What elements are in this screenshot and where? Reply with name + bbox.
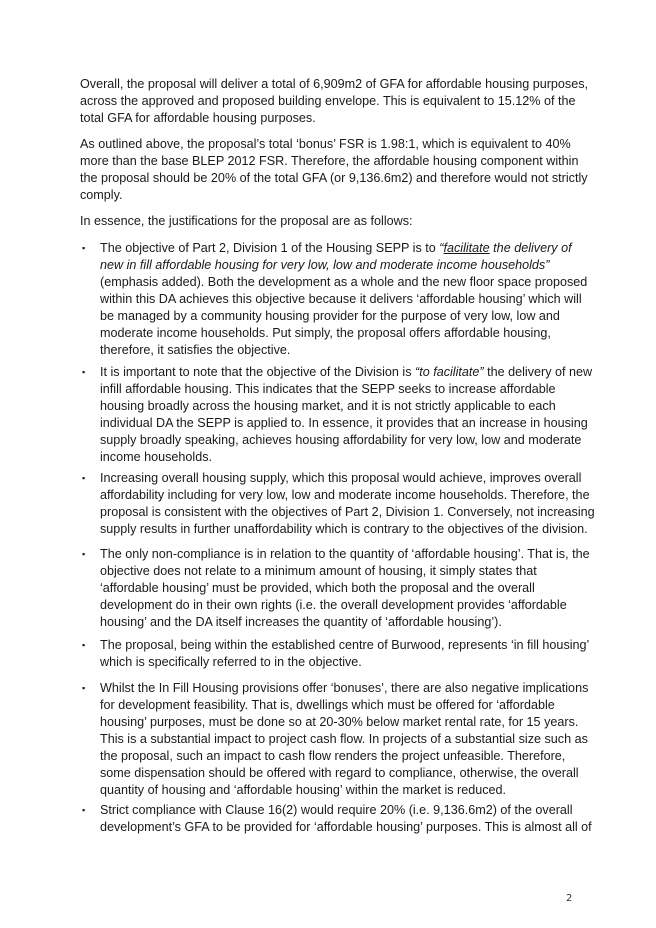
text-line: housing broadly across the housing market, and it is not strictly applicable to each bbox=[100, 399, 556, 413]
bullet-text bbox=[100, 364, 593, 466]
text-line bbox=[100, 240, 580, 257]
text-line: income households. bbox=[100, 450, 213, 464]
paragraph-justifications-intro bbox=[80, 213, 580, 230]
text-line: housing’ purposes, must be done so at 20-30% below market rental rate, for 15 years. bbox=[100, 715, 579, 729]
text-line: The proposal, being within the established centre of Burwood, represents ‘in fill housing’ bbox=[100, 638, 590, 652]
text-line: development do in their own rights (i.e. the overall development provides ‘affordable bbox=[100, 598, 567, 612]
bullet-marker-icon: ▪ bbox=[82, 549, 86, 559]
text-line: Whilst the In Fill Housing provisions offer ‘bonuses’, there are also negative implications bbox=[100, 681, 589, 695]
text-line: development’s GFA to be provided for ‘affordable housing’ purposes. This is almost all of bbox=[100, 820, 592, 834]
text-line: more than the base BLEP 2012 FSR. Therefore, the affordable housing component within bbox=[80, 154, 579, 168]
text-line: within this DA achieves this objective because it delivers ‘affordable housing’ which will bbox=[100, 292, 582, 306]
paragraph-gfa-summary bbox=[80, 76, 589, 127]
text-line: housing’ and the DA itself increases the quantity of ‘affordable housing’). bbox=[100, 615, 502, 629]
text-line: be managed by a community housing provider for the purpose of very low, low and bbox=[100, 309, 560, 323]
text-line: proposal is consistent with the objectives of Part 2, Division 1. Conversely, not increasing bbox=[100, 505, 595, 519]
bullet-text bbox=[100, 240, 588, 359]
bullet-text bbox=[100, 546, 590, 631]
text-line: In essence, the justifications for the proposal are as follows: bbox=[80, 214, 413, 228]
bullet-text bbox=[100, 680, 589, 799]
text-line: ‘affordable housing’ must be provided, which both the proposal and the overall bbox=[100, 581, 535, 595]
bullet-marker-icon: ▪ bbox=[82, 640, 86, 650]
text-line: The only non-compliance is in relation to the quantity of ‘affordable housing’. That is, the bbox=[100, 547, 590, 561]
text-line: across the approved and proposed building envelope. This is equivalent to 15.12% of the bbox=[80, 94, 576, 108]
page-number: 2 bbox=[566, 893, 573, 904]
quote-mark: “ bbox=[439, 241, 444, 255]
text-line: infill affordable housing. This indicates that the SEPP seeks to increase affordable bbox=[100, 382, 556, 396]
text-line: As outlined above, the proposal’s total ‘bonus’ FSR is 1.98:1, which is equivalent to 40% bbox=[80, 137, 571, 151]
text-run: The objective of Part 2, Division 1 of the Housing SEPP is to bbox=[100, 241, 440, 255]
text-line: the proposal should be 20% of the total GFA (or 9,136.6m2) and therefore would not strictly bbox=[80, 171, 588, 185]
text-line: This is a substantial impact to project cash flow. In projects of a substantial size such as bbox=[100, 732, 588, 746]
text-line: comply. bbox=[80, 188, 123, 202]
text-line bbox=[100, 364, 593, 381]
text-line: which is specifically referred to in the objective. bbox=[100, 655, 362, 669]
text-run: the delivery of new bbox=[483, 365, 593, 379]
text-line: supply broadly speaking, achieves housing affordability for very low, low and moderate bbox=[100, 433, 582, 447]
text-line: Increasing overall housing supply, which this proposal would achieve, improves overall bbox=[100, 471, 582, 485]
bullet-text bbox=[100, 802, 592, 836]
text-line: total GFA for affordable housing purposes. bbox=[80, 111, 316, 125]
text-line: supply results in further unaffordability which is contrary to the objectives of the division. bbox=[100, 522, 588, 536]
italic-run: the delivery of bbox=[489, 241, 572, 255]
text-line: objective does not relate to a minimum amount of housing, it simply states that bbox=[100, 564, 537, 578]
bullet-marker-icon: ▪ bbox=[82, 805, 86, 815]
text-line: affordability including for very low, low and moderate income households. Therefore, the bbox=[100, 488, 590, 502]
bullet-text bbox=[100, 470, 595, 538]
text-line: for development feasibility. That is, dwellings which must be offered for ‘affordable bbox=[100, 698, 555, 712]
text-line: quantity of housing and ‘affordable housing’ within the market is reduced. bbox=[100, 783, 507, 797]
text-line: Strict compliance with Clause 16(2) would require 20% (i.e. 9,136.6m2) of the overall bbox=[100, 803, 573, 817]
text-line: therefore, it satisfies the objective. bbox=[100, 343, 291, 357]
emphasis-underlined: facilitate bbox=[443, 241, 490, 255]
text-line: some dispensation should be offered with regard to compliance, otherwise, the overall bbox=[100, 766, 579, 780]
paragraph-bonus-fsr bbox=[80, 136, 588, 204]
text-line: Overall, the proposal will deliver a total of 6,909m2 of GFA for affordable housing purposes, bbox=[80, 77, 589, 91]
text-line: (emphasis added). Both the development as a whole and the new floor space proposed bbox=[100, 275, 588, 289]
text-line: the proposal, such an impact to cash flow renders the project unfeasible. Therefore, bbox=[100, 749, 566, 763]
bullet-marker-icon: ▪ bbox=[82, 367, 86, 377]
text-run: It is important to note that the objective of the Division is bbox=[100, 365, 416, 379]
bullet-text bbox=[100, 637, 590, 671]
italic-run: new in fill affordable housing for very low, low and moderate income households” bbox=[100, 258, 550, 272]
italic-run: “to facilitate” bbox=[415, 365, 484, 379]
bullet-marker-icon: ▪ bbox=[82, 243, 86, 253]
text-line: individual DA the SEPP is applied to. In essence, it provides that an increase in housing bbox=[100, 416, 588, 430]
bullet-marker-icon: ▪ bbox=[82, 473, 86, 483]
text-line: moderate income households. Put simply, the proposal offers affordable housing, bbox=[100, 326, 551, 340]
bullet-marker-icon: ▪ bbox=[82, 683, 86, 693]
text-line bbox=[100, 257, 580, 274]
